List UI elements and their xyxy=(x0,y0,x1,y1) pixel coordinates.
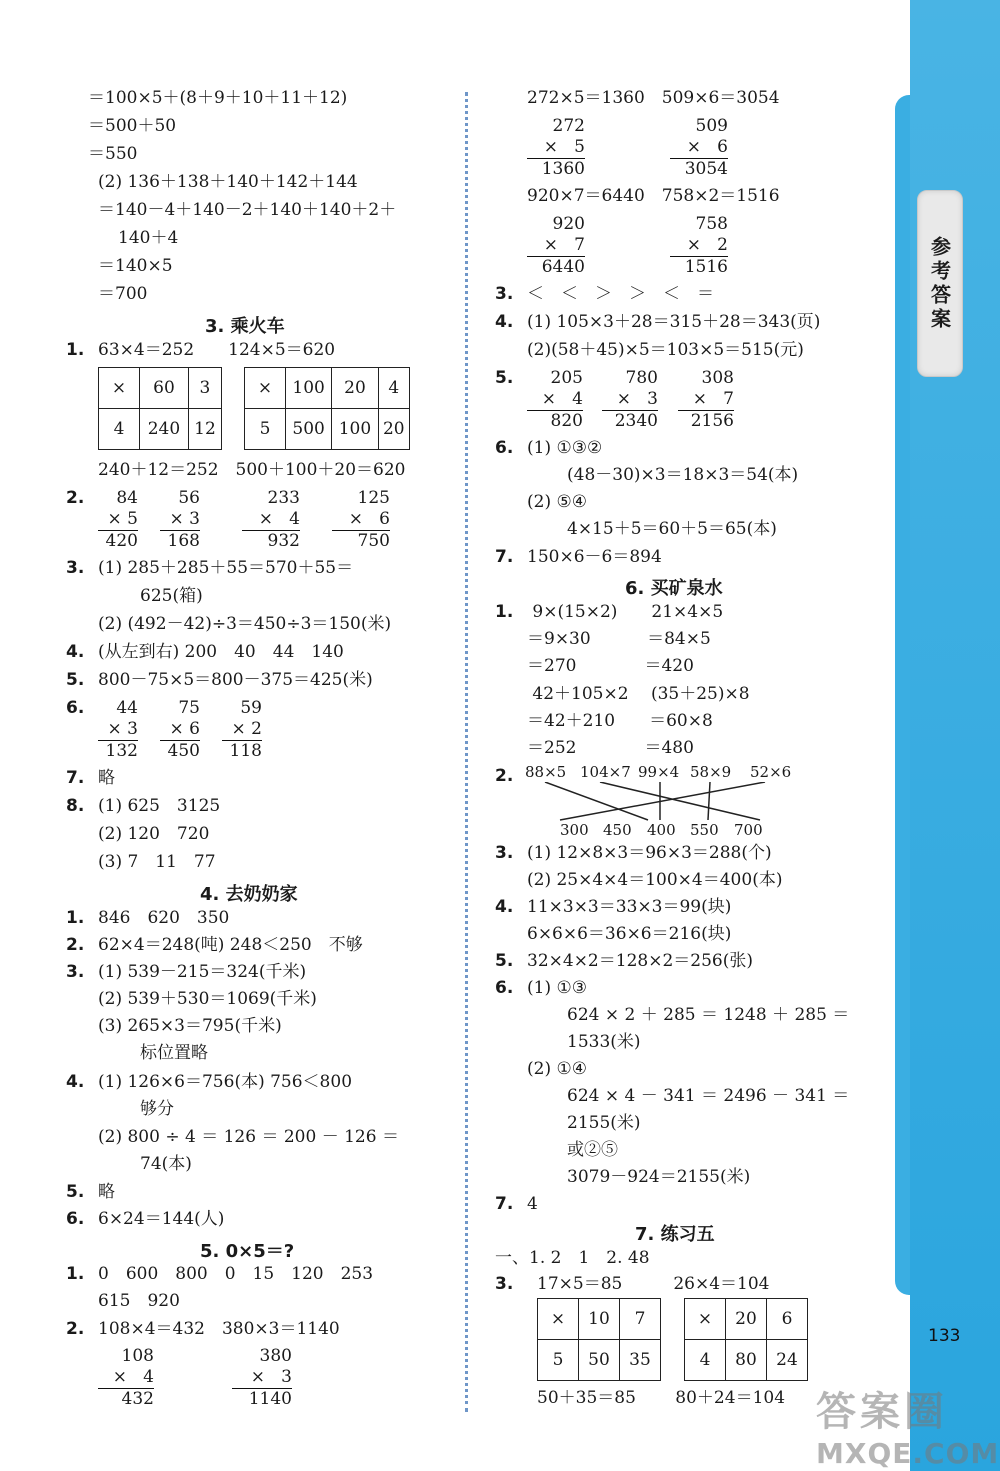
matching-bottom-item: 450 xyxy=(603,821,632,839)
text-line: 62×4＝248(吨) 248＜250 不够 xyxy=(98,935,363,955)
question-number: 4. xyxy=(495,312,514,332)
text-line: 920×7＝6440 758×2＝1516 xyxy=(527,186,780,206)
text-line: 6×24＝144(人) xyxy=(98,1209,225,1229)
question-number: 5. xyxy=(66,670,85,690)
question-number: 6. xyxy=(66,1209,85,1229)
vm-top: 380 xyxy=(259,1346,292,1366)
matching-bottom-item: 700 xyxy=(734,821,763,839)
vertical-multiplication xyxy=(98,488,138,552)
question-number: 3. xyxy=(495,284,514,304)
vm-result: 1516 xyxy=(684,257,728,277)
vertical-multiplication xyxy=(670,214,728,278)
grid-cell: 80 xyxy=(726,1340,767,1381)
vm-top: 205 xyxy=(550,368,583,388)
vm-top: 509 xyxy=(695,116,728,136)
text-line: 一、1. 2 1 2. 48 xyxy=(495,1248,650,1268)
vertical-multiplication xyxy=(527,368,583,432)
vertical-multiplication xyxy=(160,488,200,552)
vm-result: 820 xyxy=(550,411,583,431)
vm-result: 6440 xyxy=(541,257,585,277)
vm-top: 233 xyxy=(267,488,300,508)
question-number: 3. xyxy=(495,843,514,863)
vertical-multiplication xyxy=(98,1346,154,1410)
vm-result: 932 xyxy=(267,531,300,551)
text-line: 272×5＝1360 509×6＝3054 xyxy=(527,88,780,108)
grid-cell: 500 xyxy=(286,409,332,450)
question-number: 6. xyxy=(66,698,85,718)
watermark-en: MXQE.COM xyxy=(816,1437,1000,1470)
text-line: ＜ ＜ ＞ ＞ ＜ ＝ xyxy=(527,284,714,304)
text-line: 17×5＝85 26×4＝104 xyxy=(537,1274,770,1294)
grid-cell: × xyxy=(538,1299,579,1340)
grid-cell: 100 xyxy=(286,368,332,409)
vertical-multiplication xyxy=(160,698,200,762)
text-line: ＝500＋50 xyxy=(88,116,177,136)
grid-cell: 5 xyxy=(538,1340,579,1381)
vm-mul: × 3 xyxy=(160,509,200,531)
text-line: 50＋35＝85 80＋24＝104 xyxy=(537,1388,786,1408)
text-line: (1) 126×6＝756(本) 756＜800 xyxy=(98,1072,353,1092)
vertical-multiplication xyxy=(602,368,658,432)
question-number: 5. xyxy=(66,1182,85,1202)
text-line: 800－75×5＝800－375＝425(米) xyxy=(98,670,373,690)
vertical-multiplication xyxy=(222,698,262,762)
text-line: (2) 120 720 xyxy=(98,824,210,844)
vm-top: 75 xyxy=(178,698,200,718)
vm-result: 3054 xyxy=(684,159,728,179)
text-line: (2) 800 ÷ 4 ＝ 126 ＝ 200 － 126 ＝ xyxy=(98,1127,399,1147)
vm-result: 118 xyxy=(229,741,262,761)
grid-cell: 20 xyxy=(332,368,378,409)
text-line: 615 920 xyxy=(98,1291,180,1311)
matching-top-item: 58×9 xyxy=(690,763,732,781)
multiplication-grid xyxy=(537,1298,661,1381)
grid-cell: 12 xyxy=(188,409,221,450)
grid-cell: 5 xyxy=(245,409,286,450)
vm-top: 44 xyxy=(116,698,138,718)
watermark-logo xyxy=(816,1380,1000,1470)
text-line: ＝252 ＝480 xyxy=(527,738,694,758)
question-number: 1. xyxy=(495,602,514,622)
question-number: 2. xyxy=(66,488,85,508)
grid-cell: 4 xyxy=(378,368,409,409)
question-number: 2. xyxy=(495,766,514,786)
question-number: 7. xyxy=(66,768,85,788)
text-line: ＝42＋210 ＝60×8 xyxy=(527,711,713,731)
question-number: 4. xyxy=(66,642,85,662)
vm-mul: × 6 xyxy=(160,719,200,741)
vm-mul: × 3 xyxy=(232,1367,292,1389)
question-number: 7. xyxy=(495,1194,514,1214)
grid-cell: × xyxy=(99,368,140,409)
column-divider xyxy=(465,92,468,1412)
match-line xyxy=(545,782,648,820)
matching-top-item: 88×5 xyxy=(525,763,567,781)
text-line: (1) 285＋285＋55＝570＋55＝ xyxy=(98,558,354,578)
question-number: 1. xyxy=(66,340,85,360)
vertical-multiplication xyxy=(332,488,390,552)
grid-cell: 6 xyxy=(767,1299,808,1340)
matching-bottom-item: 550 xyxy=(690,821,719,839)
section-title: 7. 练习五 xyxy=(635,1224,715,1245)
multiplication-grid xyxy=(98,367,222,450)
vm-result: 2156 xyxy=(690,411,734,431)
text-line: 或②⑤ xyxy=(567,1140,618,1160)
vm-top: 308 xyxy=(701,368,734,388)
grid-cell: 20 xyxy=(726,1299,767,1340)
vm-result: 168 xyxy=(167,531,200,551)
question-number: 8. xyxy=(66,796,85,816)
question-number: 2. xyxy=(66,1319,85,1339)
text-line: ＝700 xyxy=(98,284,148,304)
grid-cell: 60 xyxy=(140,368,189,409)
vm-result: 2340 xyxy=(614,411,658,431)
vm-mul: × 4 xyxy=(527,389,583,411)
section-title: 4. 去奶奶家 xyxy=(200,884,298,905)
grid-cell: 4 xyxy=(685,1340,726,1381)
vertical-multiplication xyxy=(232,1346,292,1410)
text-line: 6×6×6＝36×6＝216(块) xyxy=(527,924,732,944)
section-title: 6. 买矿泉水 xyxy=(625,578,723,599)
grid-cell: 3 xyxy=(188,368,221,409)
vm-top: 108 xyxy=(121,1346,154,1366)
vm-top: 125 xyxy=(357,488,390,508)
question-number: 6. xyxy=(495,438,514,458)
text-line: 略 xyxy=(98,768,115,788)
text-line: (3) 265×3＝795(千米) xyxy=(98,1016,282,1036)
matching-top-item: 99×4 xyxy=(638,763,680,781)
text-line: (2) (492－42)÷3＝450÷3＝150(米) xyxy=(98,614,392,634)
text-line: (从左到右) 200 40 44 140 xyxy=(98,642,344,662)
question-number: 1. xyxy=(66,1264,85,1284)
text-line: (2) ①④ xyxy=(527,1059,587,1079)
text-line: ＝550 xyxy=(88,144,138,164)
text-line: 1533(米) xyxy=(567,1032,641,1052)
text-line: (48－30)×3＝18×3＝54(本) xyxy=(567,465,799,485)
vm-result: 450 xyxy=(167,741,200,761)
question-number: 3. xyxy=(66,962,85,982)
text-line: (2) 539＋530＝1069(千米) xyxy=(98,989,317,1009)
vm-top: 56 xyxy=(178,488,200,508)
question-number: 3. xyxy=(495,1274,514,1294)
text-line: (3) 7 11 77 xyxy=(98,852,216,872)
multiplication-grid xyxy=(684,1298,808,1381)
vm-top: 272 xyxy=(552,116,585,136)
text-line: 624 × 2 ＋ 285 ＝ 1248 ＋ 285 ＝ xyxy=(567,1005,850,1025)
vm-result: 132 xyxy=(105,741,138,761)
vertical-multiplication xyxy=(678,368,734,432)
answer-key-tab[interactable]: 参考答案 xyxy=(917,190,963,377)
vm-result: 1140 xyxy=(248,1389,292,1409)
grid-cell: 24 xyxy=(767,1340,808,1381)
question-number: 3. xyxy=(66,558,85,578)
matching-bottom-item: 400 xyxy=(647,821,676,839)
text-line: 108×4＝432 380×3＝1140 xyxy=(98,1319,340,1339)
text-line: 2155(米) xyxy=(567,1113,641,1133)
grid-cell: 240 xyxy=(140,409,189,450)
text-line: (1) ①③② xyxy=(527,438,603,458)
vm-result: 1360 xyxy=(541,159,585,179)
text-line: 846 620 350 xyxy=(98,908,230,928)
text-line: 0 600 800 0 15 120 253 xyxy=(98,1264,374,1284)
text-line: (1) 105×3＋28＝315＋28＝343(页) xyxy=(527,312,821,332)
vm-result: 750 xyxy=(357,531,390,551)
vm-mul: × 2 xyxy=(222,719,262,741)
text-line: ＝9×30 ＝84×5 xyxy=(527,629,711,649)
text-line: 略 xyxy=(98,1182,115,1202)
grid-cell: 10 xyxy=(579,1299,620,1340)
vm-top: 758 xyxy=(695,214,728,234)
vm-mul: × 6 xyxy=(670,137,728,159)
vm-result: 432 xyxy=(121,1389,154,1409)
text-line: (1) ①③ xyxy=(527,978,587,998)
matching-top-item: 52×6 xyxy=(750,763,792,781)
vm-mul: × 2 xyxy=(670,235,728,257)
section-title: 3. 乘火车 xyxy=(205,316,285,337)
vm-mul: × 5 xyxy=(98,509,138,531)
question-number: 6. xyxy=(495,978,514,998)
grid-cell: 20 xyxy=(378,409,409,450)
text-line: ＝140×5 xyxy=(98,256,173,276)
vm-top: 84 xyxy=(116,488,138,508)
question-number: 4. xyxy=(66,1072,85,1092)
question-number: 2. xyxy=(66,935,85,955)
watermark-cn: 答案圈 xyxy=(816,1389,948,1435)
grid-cell: 35 xyxy=(620,1340,661,1381)
vm-mul: × 4 xyxy=(242,509,300,531)
matching-top-item: 104×7 xyxy=(580,763,631,781)
section-title: 5. 0×5＝? xyxy=(200,1241,295,1262)
question-number: 4. xyxy=(495,897,514,917)
vm-mul: × 4 xyxy=(98,1367,154,1389)
text-line: 32×4×2＝128×2＝256(张) xyxy=(527,951,753,971)
vm-top: 59 xyxy=(240,698,262,718)
text-line: 625(箱) xyxy=(140,586,203,606)
vm-mul: × 6 xyxy=(332,509,390,531)
text-line: 4 xyxy=(527,1194,538,1214)
question-number: 7. xyxy=(495,547,514,567)
text-line: 3079－924＝2155(米) xyxy=(567,1167,751,1187)
vm-top: 780 xyxy=(625,368,658,388)
grid-cell: 50 xyxy=(579,1340,620,1381)
vm-top: 920 xyxy=(552,214,585,234)
text-line: (2) ⑤④ xyxy=(527,492,587,512)
grid-cell: × xyxy=(685,1299,726,1340)
vm-mul: × 7 xyxy=(678,389,734,411)
text-line: (1) 625 3125 xyxy=(98,796,221,816)
text-line: 9×(15×2) 21×4×5 xyxy=(527,602,724,622)
text-line: (2) 136＋138＋140＋142＋144 xyxy=(98,172,358,192)
page-number: 133 xyxy=(928,1326,961,1346)
text-line: 11×3×3＝33×3＝99(块) xyxy=(527,897,732,917)
match-line xyxy=(708,782,710,820)
vm-mul: × 3 xyxy=(602,389,658,411)
vm-result: 420 xyxy=(105,531,138,551)
question-number: 5. xyxy=(495,368,514,388)
text-line: 74(本) xyxy=(140,1154,192,1174)
text-line: ＝140－4＋140－2＋140＋140＋2＋ xyxy=(98,200,397,220)
vertical-multiplication xyxy=(98,698,138,762)
grid-cell: 4 xyxy=(99,409,140,450)
question-number: 1. xyxy=(66,908,85,928)
vm-mul: × 3 xyxy=(98,719,138,741)
text-line: ＝270 ＝420 xyxy=(527,656,694,676)
grid-cell: 100 xyxy=(332,409,378,450)
matching-lines xyxy=(520,782,800,822)
grid-cell: 7 xyxy=(620,1299,661,1340)
text-line: 标位置略 xyxy=(140,1043,208,1063)
vertical-multiplication xyxy=(527,214,585,278)
text-line: 150×6－6＝894 xyxy=(527,547,662,567)
grid-cell: × xyxy=(245,368,286,409)
text-line: 42＋105×2 (35＋25)×8 xyxy=(527,684,750,704)
text-line: 240＋12＝252 500＋100＋20＝620 xyxy=(98,460,406,480)
text-line: 140＋4 xyxy=(118,228,179,248)
text-line: (1) 539－215＝324(千米) xyxy=(98,962,307,982)
vm-mul: × 5 xyxy=(527,137,585,159)
text-line: 624 × 4 － 341 ＝ 2496 － 341 ＝ xyxy=(567,1086,850,1106)
vertical-multiplication xyxy=(670,116,728,180)
text-line: 4×15＋5＝60＋5＝65(本) xyxy=(567,519,777,539)
vertical-multiplication xyxy=(242,488,300,552)
multiplication-grid xyxy=(244,367,410,450)
text-line: (1) 12×8×3＝96×3＝288(个) xyxy=(527,843,772,863)
text-line: (2) 25×4×4＝100×4＝400(本) xyxy=(527,870,783,890)
vertical-multiplication xyxy=(527,116,585,180)
text-line: 63×4＝252 124×5＝620 xyxy=(98,340,336,360)
text-line: ＝100×5＋(8＋9＋10＋11＋12) xyxy=(88,88,348,108)
vm-mul: × 7 xyxy=(527,235,585,257)
text-line: 够分 xyxy=(140,1099,174,1119)
matching-bottom-item: 300 xyxy=(560,821,589,839)
question-number: 5. xyxy=(495,951,514,971)
text-line: (2)(58＋45)×5＝103×5＝515(元) xyxy=(527,340,804,360)
